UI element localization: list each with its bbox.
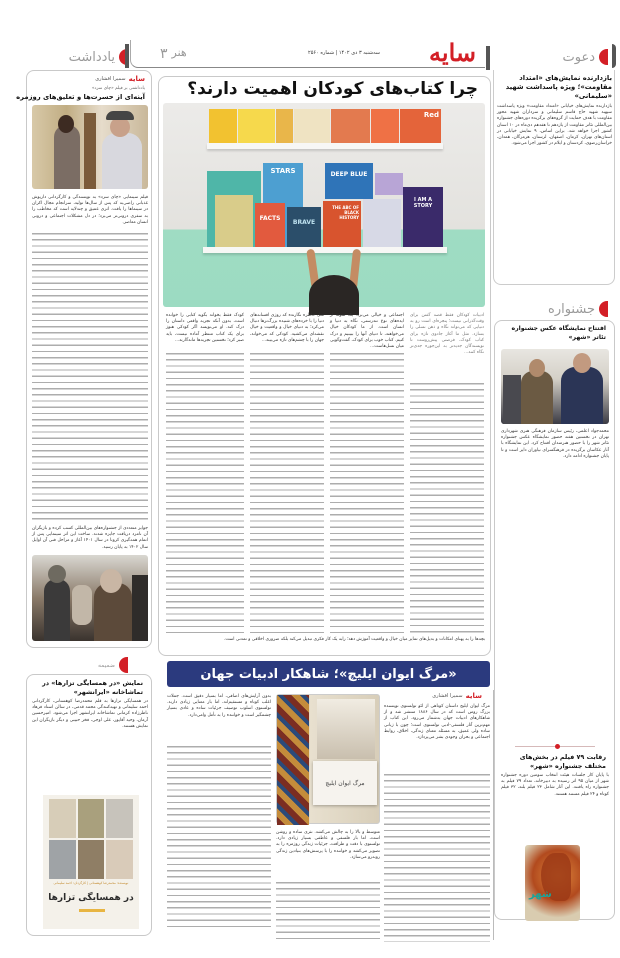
exhibition-photo	[501, 349, 609, 424]
right-col-card-border	[493, 70, 615, 285]
show-body: در همسایگی تزارها به قلم محمدرضا کوهستانی، کارگردانی احمد سلیمانی و تهیه‌کنندگی محمد قدمی، در سالن استاد فرهاد ناظرزاده کرمانی تماشاخانه ایرانشهر اجرا می‌شود. امیرحسین آرمان، وحید آقاپور، علی اوجی، فخر حبیبی و دیگر بازیگران این نمایش هستند.	[32, 699, 148, 729]
window-curtain	[317, 699, 375, 759]
portrait-2	[78, 799, 105, 838]
book-cover-title: مرگ ایوان ایلیچ	[325, 779, 365, 787]
page-number: ۳	[160, 46, 168, 62]
masthead-right-bar	[486, 46, 490, 70]
right-story-2-card	[494, 320, 615, 920]
poster-title-accent	[79, 909, 105, 912]
byline-logo: سایه	[465, 692, 482, 700]
book-deep-blue: DEEP BLUE	[325, 163, 373, 199]
man-head	[110, 117, 130, 137]
byline-author: سمیرا افشاری	[95, 76, 126, 82]
note-body-lines	[32, 233, 148, 523]
ilyich-col-middle: متوسط و بالا را به چالش می‌کشد. نثری ساده و روشن است، اما بار فلسفی و عاطفی بسیار زیادی دارد. تولستوی با دقت و ظرافت، جزئیات زندگی روزمره را به تصویر می‌کشد و خواننده را با پرسش‌های بنیادین زندگی روبه‌رو می‌سازد.	[276, 830, 380, 860]
poster-title: شهر	[529, 889, 552, 900]
ilyich-col-left-text	[167, 746, 271, 930]
page-section-name: هنر	[171, 46, 187, 59]
main-col-1-text	[410, 383, 484, 633]
festival-poster	[525, 845, 580, 921]
book-orange	[331, 109, 370, 143]
film-still-top	[32, 105, 148, 189]
story-title: افتتاح نمایشگاه عکس جشنواره تئاتر «شهر»	[511, 325, 606, 341]
right-top-bracket	[612, 44, 616, 68]
child-head	[309, 275, 359, 315]
left-top-bracket	[125, 44, 129, 68]
book-sky	[371, 109, 399, 143]
main-col-4-text	[166, 353, 244, 633]
woman-left	[44, 579, 70, 641]
main-col-3-cont	[250, 353, 324, 633]
book-city	[363, 199, 401, 247]
cast-portraits	[49, 799, 133, 879]
person-left	[521, 371, 553, 424]
book-red: Red	[400, 109, 441, 143]
book-facts: FACTS	[255, 203, 285, 247]
main-article-card	[158, 76, 491, 656]
top-shelf	[207, 143, 443, 149]
ilyich-col-right: مرگ ایوان ایلیچ داستان کوتاهی از لئو تولستوی نویسنده بزرگ روس است که در سال ۱۸۸۶ منتشر شد و از شاهکارهای ادبیات جهان به‌شمار می‌رود. این کتاب از مهم‌ترین آثار فلسفی-ادبی تولستوی است؛ چون با زبانی ساده ولی عمیق، به مسئله معنای زندگی، اخلاق، روابط اجتماعی و بحران وجودی بشر می‌پردازد.	[384, 704, 490, 741]
note-byline	[95, 75, 145, 83]
main-col-2-text	[330, 353, 404, 633]
note-kicker: یادداشتی بر فیلم «چای سرد»	[91, 86, 145, 91]
book-abc-title: THE ABC OF BLACK HISTORY	[332, 205, 359, 220]
masthead	[130, 40, 490, 74]
portrait-4	[106, 840, 133, 879]
main-col-2-cont	[330, 353, 404, 633]
main-col-3: مثل خاطره نگارنده که روزی افسانه‌های دنیا را با خرده‌های شنیده بزرگ‌ترها دنبال می‌کرد؛ به دنیای خیال و واقعیت و خیال نقشه‌ای می‌کشید. کودکی که می‌خواند، جهان را با چشم‌های تازه می‌بیند...	[250, 313, 324, 343]
section-title: ضمیمه	[97, 661, 115, 669]
section-head-left-top	[69, 44, 128, 70]
book-portrait	[215, 195, 253, 247]
note-card	[16, 70, 152, 648]
book-ooo	[209, 109, 237, 143]
show-poster	[43, 795, 139, 929]
portrait-5	[78, 840, 105, 879]
ilyich-col-middle-cont	[276, 882, 380, 942]
section-title: جشنواره	[548, 301, 595, 317]
ilyich-col-left: بدون آرایش‌های اضافی، اما بسیار دقیق است. جملات اغلب کوتاه و مستقیم‌اند، اما بار معنایی زیادی دارند. تولستوی اسلوب توصیف جزئیات ساده و عادی بسیار چشمگیر است و خواننده را به تأمل وامی‌دارد.	[167, 694, 271, 718]
woman-left-head	[48, 565, 66, 583]
man-right	[132, 575, 148, 641]
section-head-right-top	[563, 44, 609, 70]
main-col-4: کودک فقط بخواند بگوید کتابی را خوانده است، بدون آنکه تجربه واقعی داستان را درک کند. او می‌نویسد اگر کودکی هنوز برای یک کتاب منتظر آماده نیست، باید صبر کرد؛ نخستین تجربه‌ها ماندگارند...	[166, 313, 244, 343]
book-i-am-a-story	[403, 187, 443, 247]
man-figure	[102, 133, 142, 189]
section-title: دعوت	[562, 49, 595, 65]
ilyich-col-left-cont	[167, 746, 271, 930]
ilyich-col-right-cont	[384, 774, 490, 942]
bottom-shelf	[203, 247, 447, 253]
main-closing: بچه‌ها را به پهنای امکانات و بدیل‌های تمایز میان خیال و واقعیت آموزش دهد؛ رابه یک کار فکری تبدیل می‌کند بلکه ضروری اخلاقی و تمدنی است.	[223, 637, 485, 642]
ilyich-column-rule	[493, 690, 494, 940]
ilyich-banner	[167, 661, 490, 687]
note-continued-text	[32, 233, 148, 523]
main-headline: چرا کتاب‌های کودکان اهمیت دارند؟	[187, 79, 478, 99]
person-left-head	[529, 359, 545, 377]
book-cover	[313, 761, 377, 805]
main-col-1: ادبیات کودکان فقط قصه گفتن برای وقت‌گذرانی نیست؛ پنجره‌ای است رو به دنیایی که می‌تواند نگاه و ذهن نسلی را بسازد. مثل ما آغاز جادوی تازه برای کتاب کودک، فرصتی پیش‌روست تا نویسندگان جدیدتر به این‌جوره جدی‌تر نگاه کنند...	[410, 313, 484, 356]
rug-pattern	[277, 695, 309, 825]
top-shelf-books	[209, 109, 441, 143]
portrait-6	[49, 840, 76, 879]
section-marker-icon	[599, 49, 608, 65]
person-back	[503, 375, 521, 424]
child-figure	[72, 585, 92, 625]
book-yellow	[238, 109, 275, 143]
ilyich-book-photo	[276, 694, 380, 824]
door-frame	[84, 113, 96, 189]
ilyich-col-right-text	[384, 774, 490, 942]
poster-title: در همسایگی تزارها	[48, 893, 134, 903]
note-body: فیلم سینمایی «چای سرد» به نویسندگی و کارگردانی داریوش غذبانی راضی‌به که پس از سال‌ها تولید، سرانجام مجال اکران در سینماها را یافت. اثری عمیق و چندلایه است که مخاطب را به سفری درونی‌تر می‌برد؛ در دل مشکلات اجتماعی و درونی انسان معاصر.	[32, 195, 148, 225]
book-cream	[294, 109, 331, 143]
film-still-bottom	[32, 555, 148, 641]
book-i-am-a-story-title: I AM A STORY	[413, 197, 433, 209]
person-right	[561, 367, 603, 424]
portrait-3	[49, 799, 76, 838]
section-head-right-middle	[548, 296, 608, 322]
ilyich-byline	[432, 692, 482, 700]
note-title: آینه‌ای از حسرت‌ها و تعلیق‌های روزمره	[16, 93, 145, 101]
page-label	[160, 46, 187, 62]
book-brave: BRAVE	[287, 207, 321, 247]
byline-logo: سایه	[128, 75, 145, 83]
portrait-1	[106, 799, 133, 838]
ilyich-col-middle-text	[276, 882, 380, 942]
main-col-3-text	[250, 353, 324, 633]
main-col-2: اجتماعی و خیالی می‌برد. یک نمونه از ایده‌های نوع تندرستی، نگاه به دنیا و انسان است. از ما کودکان خیال می‌خواهند، تا دنیای آنها را ببینیم و درک کنیم. کتاب خوب برای کودک، گفت‌وگویی میان نسل‌هاست...	[330, 313, 404, 350]
main-col-1-cont	[410, 383, 484, 633]
section-title: یادداشت	[68, 49, 115, 65]
story-body: بازدارنده نمایش‌های خیابانی «امتداد مقاومت» ویژه پاسداشت سپهبد شهید حاج قاسم سلیمانی و سرداران شهید محور مقاومت با هدف حمایت از گروه‌های برگزیده دوره‌های جشنواره بین‌المللی تئاتر مقاومت از یازدهم تا هفدهم دی‌ماه در ۱۰ استان کشور اجرا خواهد شد. براین اساس، ۹ نمایش خیابانی در استان‌های تهران، کرمان، اصفهان، لرستان، هرمزگان، همدان، خراسان‌رضوی، کردستان و ایلام در کشور اجرا می‌شود.	[497, 104, 612, 147]
issue-line: سه‌شنبه ۳ دی ۱۴۰۲ | شماره ۲۵۶۰	[308, 50, 380, 56]
hero-bookshelf-photo	[163, 103, 485, 307]
poster-caption: نویسنده: محمدرضا کوهستانی | کارگردان: احمد سلیمانی	[53, 881, 129, 885]
show-card	[26, 674, 152, 936]
main-col-4-cont	[166, 353, 244, 633]
story-body: با پایان کار جلسات هیئت انتخاب سومین دوره جشنواره شهر از میان ۹۵ اثر رسیده به دبیرخانه، تعداد ۷۹ فیلم به جشنواره راه یافتند. این آثار شامل ۲۳ فیلم بلند، ۳۲ فیلم کوتاه و ۲۴ فیلم مستند هستند.	[501, 773, 609, 797]
woman-head	[58, 115, 74, 133]
book-purple	[375, 173, 403, 195]
newspaper-logo: سایه	[429, 38, 476, 67]
book-stars: STARS	[263, 163, 303, 247]
story-title: بازدارنده نمایش‌های «امتداد مقاومت»؛ ویژه پاسداشت شهید «سلیمانی»	[505, 74, 612, 100]
story-body: محمدجواد اعلمی، رئیس سازمان فرهنگی هنری شهرداری تهران در نخستین هفته حضور نمایشگاه عکس جشنواره تئاتر شهر را با حضور هنرمندان افتتاح کرد. این نمایشگاه با آثار عکاسان برگزیده در فرهنگسرای نیاوران دایر است و تا پایان جشنواره ادامه دارد.	[501, 429, 609, 459]
person-right-head	[573, 353, 591, 373]
show-title: نمایش «در همسایگی تزارها» در تماشاخانه «ایرانشهر»	[42, 679, 143, 696]
book-kid	[276, 109, 293, 143]
story-title: رقابت ۷۹ فیلم در بخش‌های مختلف جشنواره «شهر»	[519, 753, 606, 770]
section-marker-icon	[119, 657, 128, 673]
byline-author: سمیرا افشاری	[432, 693, 463, 699]
note-body-2: جوایز متعددی از جشنواره‌های بین‌المللی کسب کرده و بازیگران آن نامزد دریافت جایزه شدند. ساخت این اثر سینمایی پس از اتمام همه‌گیری کرونا در سال ۱۴۰۱ آغاز و مراحل فنی آن اوایل سال ۱۴۰۲ به پایان رسید.	[32, 526, 148, 550]
story-separator	[515, 746, 595, 747]
man-cap	[106, 111, 134, 120]
woman-figure	[54, 125, 80, 189]
section-marker-icon	[599, 301, 608, 317]
elder-head	[100, 569, 122, 593]
ilyich-banner-title: «مرگ ایوان ایلیچ»؛ شاهکار ادبیات جهان	[200, 666, 457, 682]
